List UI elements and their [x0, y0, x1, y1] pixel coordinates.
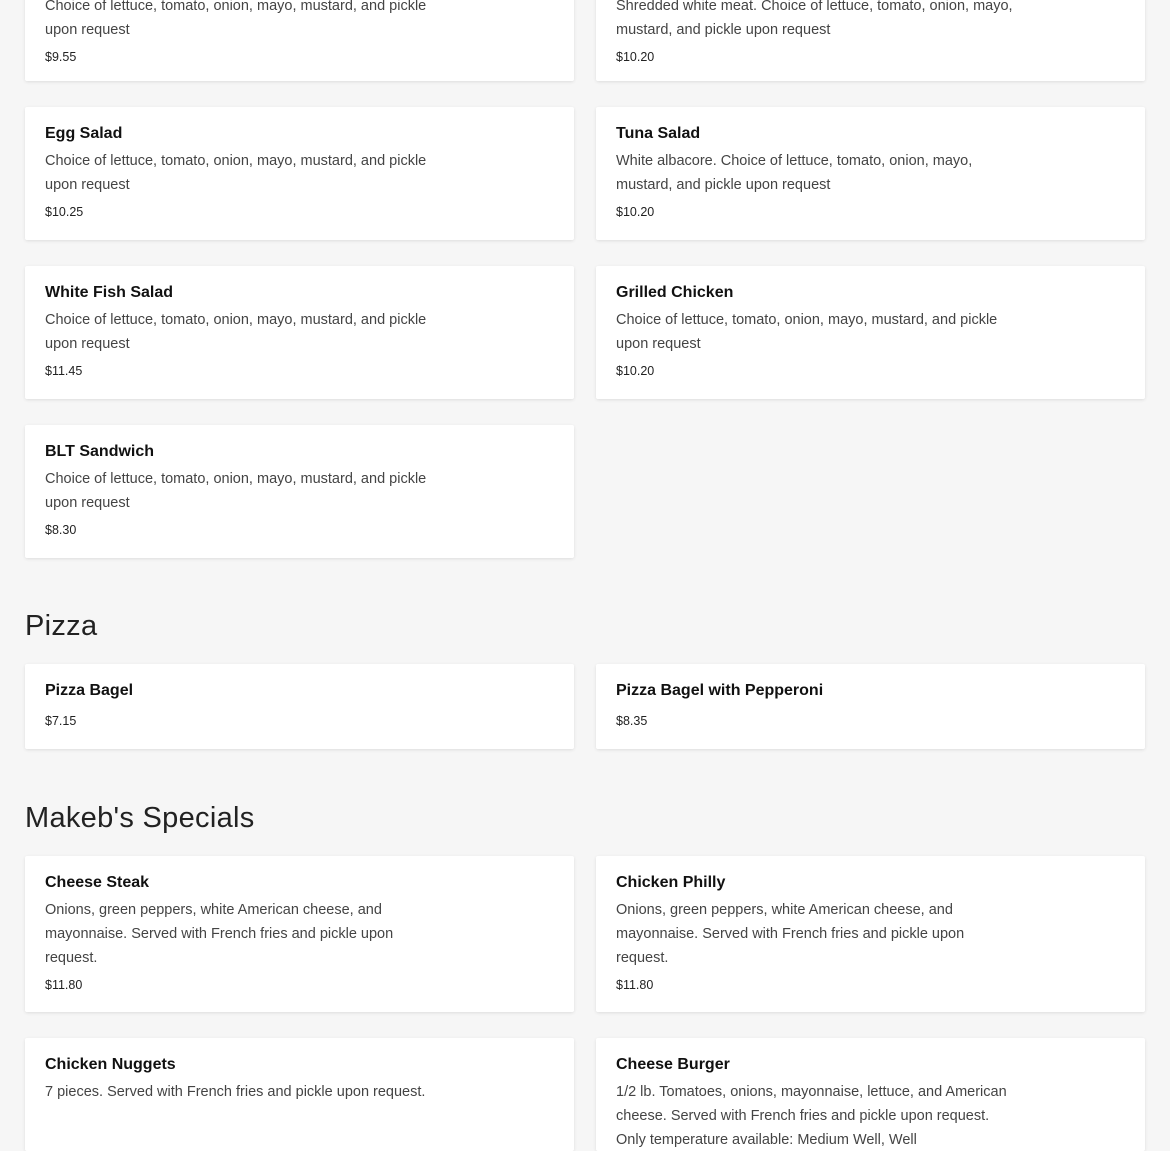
item-name: Cheese Burger [616, 1056, 730, 1073]
item-name: White Fish Salad [45, 284, 174, 301]
item-name: Chicken Nuggets [45, 1056, 176, 1073]
item-price: $11.45 [45, 364, 83, 378]
menu-item-tuna-salad[interactable] [596, 107, 1145, 240]
item-price: $10.20 [616, 364, 655, 378]
item-price: $10.25 [45, 205, 84, 219]
item-name: Cheese Steak [45, 874, 150, 891]
item-price: $11.80 [616, 978, 654, 992]
item-description: 7 pieces. Served with French fries and pickle upon request. [45, 1084, 426, 1100]
item-price: $11.80 [45, 978, 83, 992]
item-name: Tuna Salad [616, 125, 701, 142]
item-price: $8.35 [616, 714, 648, 728]
item-description: Choice of lettuce, tomato, onion, mayo, mustard, and pickle upon request [45, 153, 427, 193]
item-description: White albacore. Choice of lettuce, tomato, onion, mayo, mustard, and pickle upon request [616, 153, 973, 193]
menu-item-cheese-steak[interactable] [25, 856, 574, 1012]
item-price: $7.15 [45, 714, 77, 728]
item-description: Shredded white meat. Choice of lettuce, tomato, onion, mayo, mustard, and pickle upon request [616, 0, 1013, 38]
item-name: Pizza Bagel with Pepperoni [616, 682, 824, 699]
menu-item-white-fish-salad[interactable] [25, 266, 574, 399]
menu-item-cheese-burger[interactable] [596, 1038, 1145, 1151]
menu-item-blt-sandwich[interactable] [25, 425, 574, 558]
item-description: Choice of lettuce, tomato, onion, mayo, mustard, and pickle upon request [45, 312, 427, 352]
menu-item-card[interactable] [596, 0, 1145, 81]
item-name: Egg Salad [45, 125, 123, 142]
item-price: $10.20 [616, 50, 655, 64]
menu-item-card[interactable] [25, 0, 574, 81]
item-name: BLT Sandwich [45, 443, 155, 460]
item-description: Onions, green peppers, white American cheese, and mayonnaise. Served with French fries and pickle upon request. [616, 902, 965, 966]
menu-item-chicken-philly[interactable] [596, 856, 1145, 1012]
item-description: Choice of lettuce, tomato, onion, mayo, mustard, and pickle upon request [45, 471, 427, 511]
item-price: $9.55 [45, 50, 77, 64]
menu-item-chicken-nuggets[interactable] [25, 1038, 574, 1151]
section-title-specials: Makeb's Specials [25, 802, 255, 834]
item-name: Pizza Bagel [45, 682, 134, 699]
menu-item-pizza-bagel[interactable] [25, 664, 574, 749]
item-description: Choice of lettuce, tomato, onion, mayo, mustard, and pickle upon request [45, 0, 427, 38]
menu-item-egg-salad[interactable] [25, 107, 574, 240]
section-title-pizza: Pizza [25, 610, 98, 642]
item-description: 1/2 lb. Tomatoes, onions, mayonnaise, lettuce, and American cheese. Served with French fries and pickle upon request. Only temperature available: Medium Well, Well [616, 1084, 1007, 1148]
item-description: Choice of lettuce, tomato, onion, mayo, mustard, and pickle upon request [616, 312, 998, 352]
menu-item-pizza-bagel-pepperoni[interactable] [596, 664, 1145, 749]
item-name: Chicken Philly [616, 874, 726, 891]
menu-item-grilled-chicken[interactable] [596, 266, 1145, 399]
item-price: $8.30 [45, 523, 77, 537]
item-price: $10.20 [616, 205, 655, 219]
item-name: Grilled Chicken [616, 284, 734, 301]
item-description: Onions, green peppers, white American cheese, and mayonnaise. Served with French fries and pickle upon request. [45, 902, 394, 966]
